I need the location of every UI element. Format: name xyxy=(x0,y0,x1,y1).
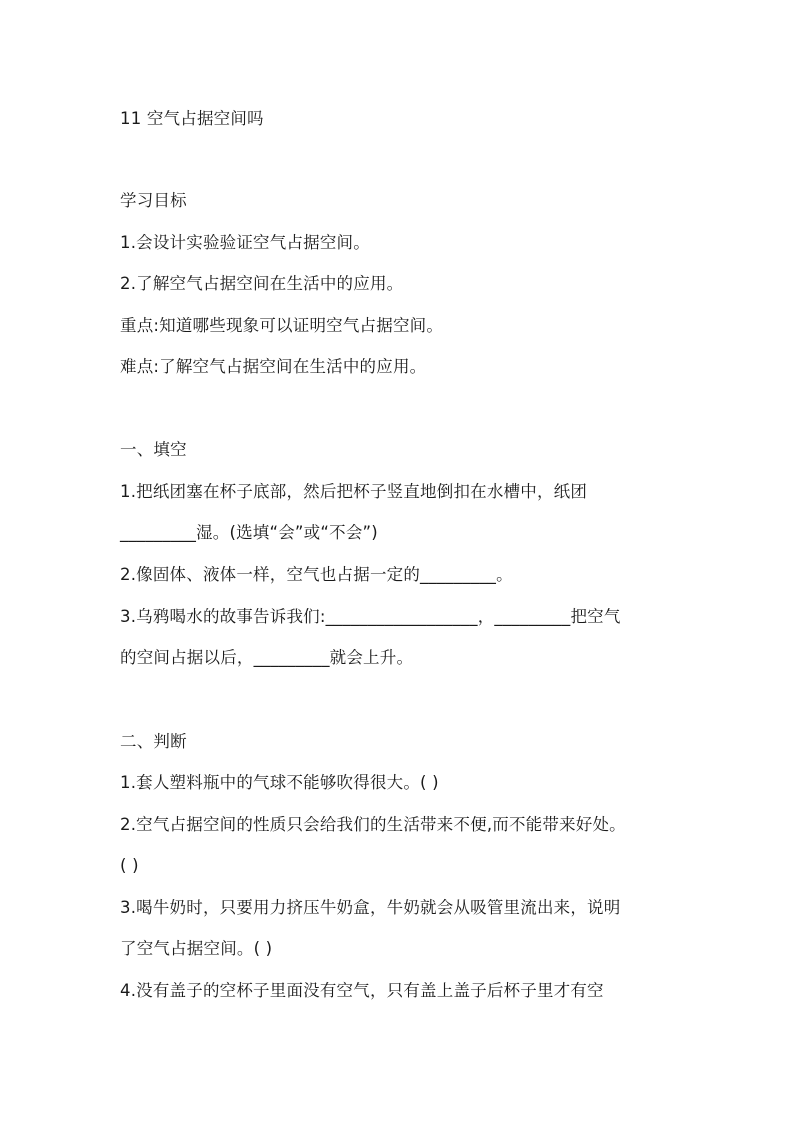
fill-section-heading: 一、填空 xyxy=(120,440,187,459)
objective-item: 2.了解空气占据空间在生活中的应用。 xyxy=(120,274,404,293)
judge-question-line: 1.套人塑料瓶中的气球不能够吹得很大。( ) xyxy=(120,773,439,792)
fill-question-line: 1.把纸团塞在杯子底部，然后把杯子竖直地倒扣在水槽中，纸团 xyxy=(120,482,588,501)
fill-question-line: 3.乌鸦喝水的故事告诉我们:__________________，_________把空气 xyxy=(120,607,621,626)
judge-question-line: 了空气占据空间。( ) xyxy=(120,939,273,958)
key-point: 重点:知道哪些现象可以证明空气占据空间。 xyxy=(120,316,444,335)
fill-question-line: _________湿。(选填“会”或“不会”) xyxy=(120,523,378,542)
lesson-title: 11 空气占据空间吗 xyxy=(120,109,264,128)
fill-question-line: 2.像固体、液体一样，空气也占据一定的_________。 xyxy=(120,565,513,584)
objective-item: 1.会设计实验验证空气占据空间。 xyxy=(120,233,370,252)
judge-question-line: 3.喝牛奶时，只要用力挤压牛奶盒，牛奶就会从吸管里流出来，说明 xyxy=(120,898,621,917)
fill-question-line: 的空间占据以后，_________就会上升。 xyxy=(120,648,414,667)
judge-question-line: 2.空气占据空间的性质只会给我们的生活带来不便,而不能带来好处。 xyxy=(120,815,626,834)
judge-section-heading: 二、判断 xyxy=(120,732,187,751)
judge-question-line: 4.没有盖子的空杯子里面没有空气，只有盖上盖子后杯子里才有空 xyxy=(120,981,604,1000)
difficult-point: 难点:了解空气占据空间在生活中的应用。 xyxy=(120,357,427,376)
judge-question-line: ( ) xyxy=(120,856,139,875)
objectives-heading: 学习目标 xyxy=(120,191,187,210)
